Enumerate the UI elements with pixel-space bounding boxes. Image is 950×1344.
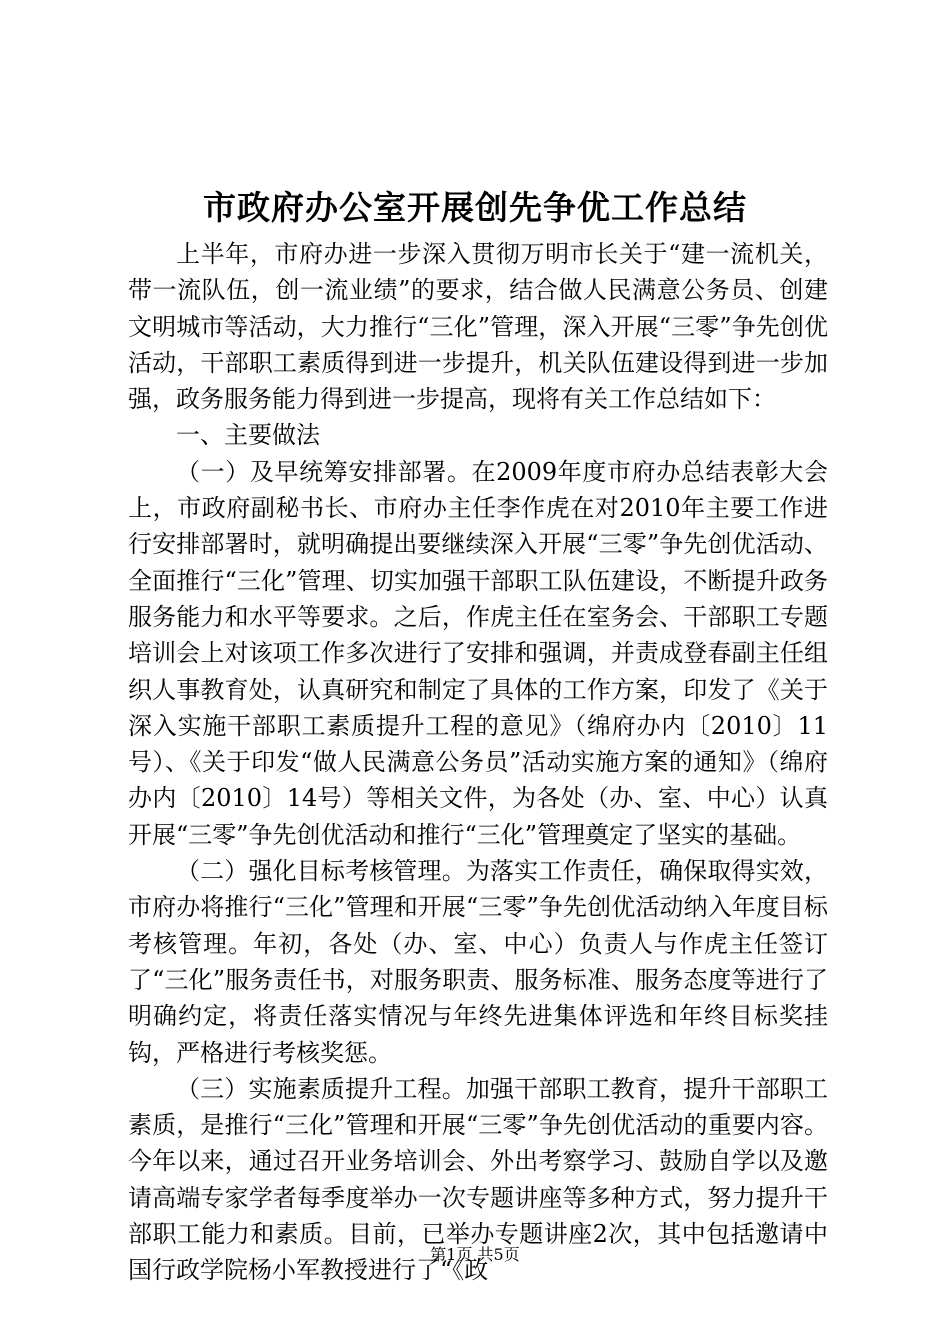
section-heading-main-practices: 一、主要做法: [176, 421, 320, 450]
paragraph-item-1: （一）及早统筹安排部署。在2009年度市府办总结表彰大会上，市政府副秘书长、市府办主任李作虎在对2010年主要工作进行安排部署时，就明确提出要继续深入开展“三零”争先创优活动、全面推行“三化”管理、切实加强干部职工队伍建设，不断提升政务服务能力和水平等要求。之后，作虎主任在室务会、干部职工专题培训会上对该项工作多次进行了安排和强调，并责成登春副主任组织人事教育处，认真研究和制定了具体的工作方案，印发了《关于深入实施干部职工素质提升工程的意见》（绵府办内〔2010〕11号）、《关于印发“做人民满意公务员”活动实施方案的通知》（绵府办内〔2010〕14号）等相关文件，为各处（办、室、中心）认真开展“三零”争先创优活动和推行“三化”管理奠定了坚实的基础。: [128, 457, 828, 849]
paragraph-item-3: （三）实施素质提升工程。加强干部职工教育，提升干部职工素质，是推行“三化”管理和开展“三零”争先创优活动的重要内容。今年以来，通过召开业务培训会、外出考察学习、鼓励自学以及邀请高端专家学者每季度举办一次专题讲座等多种方式，努力提升干部职工能力和素质。目前，已举办专题讲座2次，其中包括邀请中国行政学院杨小军教授进行了“《政: [128, 1074, 828, 1285]
document-title: 市政府办公室开展创先争优工作总结: [203, 188, 747, 227]
page-footer: 第1页 共5页: [430, 1245, 520, 1264]
document-body: [128, 236, 828, 1289]
paragraph-item-2: （二）强化目标考核管理。为落实工作责任，确保取得实效，市府办将推行“三化”管理和开展“三零”争先创优活动纳入年度目标考核管理。年初，各处（办、室、中心）负责人与作虎主任签订了“三化”服务责任书，对服务职责、服务标准、服务态度等进行了明确约定，将责任落实情况与年终先进集体评选和年终目标奖挂钩，严格进行考核奖惩。: [128, 857, 828, 1067]
paragraph-intro: 上半年，市府办进一步深入贯彻万明市长关于“建一流机关，带一流队伍，创一流业绩”的要求，结合做人民满意公务员、创建文明城市等活动，大力推行“三化”管理，深入开展“三零”争先创优活动，干部职工素质得到进一步提升，机关队伍建设得到进一步加强，政务服务能力得到进一步提高，现将有关工作总结如下：: [128, 240, 828, 414]
